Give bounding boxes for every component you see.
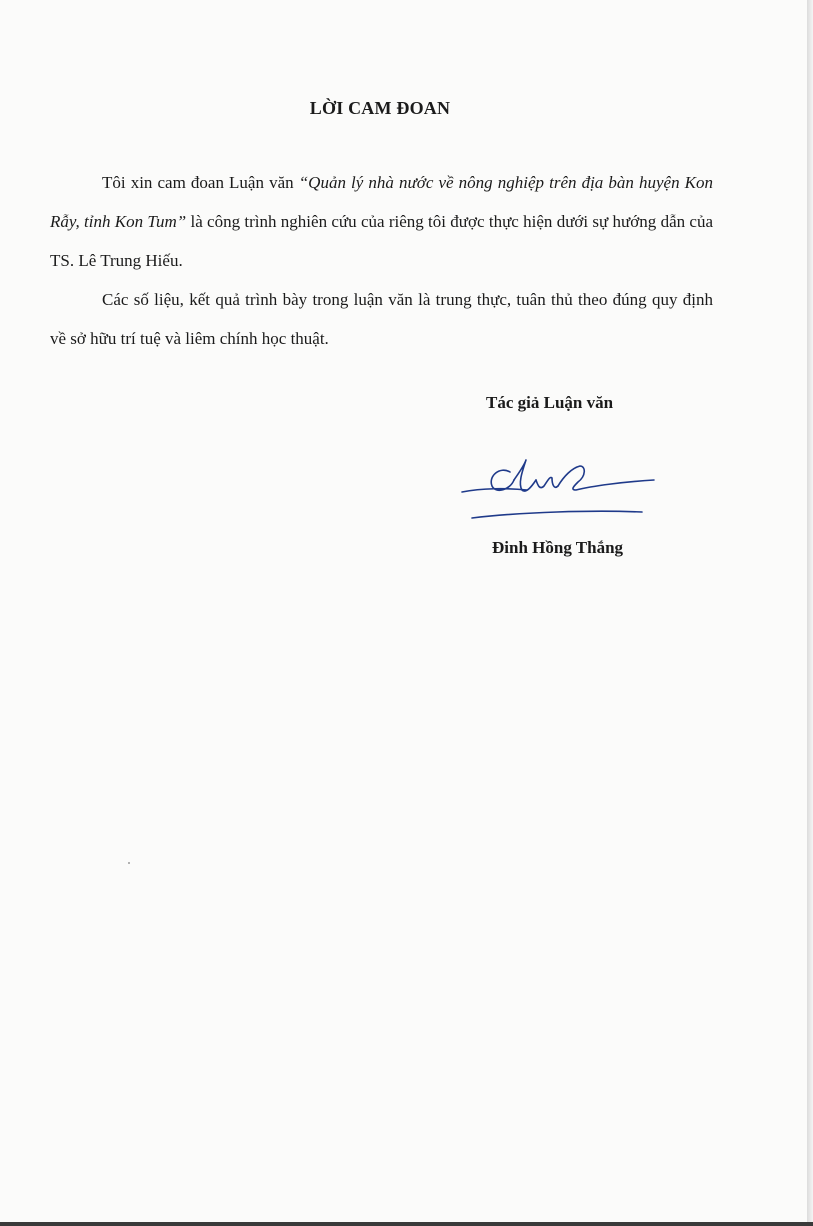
integrity-text: Các số liệu, kết quả trình bày trong luận văn là trung thực, tuân thủ theo đúng quy định về sở hữu trí tuệ và liêm chính học thuật.	[50, 290, 713, 348]
signer-name: Đinh Hồng Thắng	[492, 538, 624, 557]
page-bottom-edge	[0, 1222, 813, 1226]
page-edge-shadow	[807, 0, 813, 1222]
handwritten-signature	[452, 446, 662, 530]
thesis-title: “Quản lý nhà nước về nông nghiệp trên địa bàn huyện Kon Rẫy, tỉnh Kon Tum”	[50, 173, 713, 231]
declaration-rest-text: là công trình nghiên cứu của riêng tôi được thực hiện dưới sự hướng dẫn của TS. Lê Trung Hiếu.	[50, 212, 714, 270]
declaration-lead-text: Tôi xin cam đoan Luận văn	[102, 173, 299, 192]
signature-caption: Tác giả Luận văn	[486, 393, 614, 412]
scan-speck	[128, 862, 130, 864]
integrity-paragraph	[50, 280, 713, 358]
page-title: LỜI CAM ĐOAN	[309, 98, 451, 118]
declaration-paragraph	[50, 163, 713, 280]
